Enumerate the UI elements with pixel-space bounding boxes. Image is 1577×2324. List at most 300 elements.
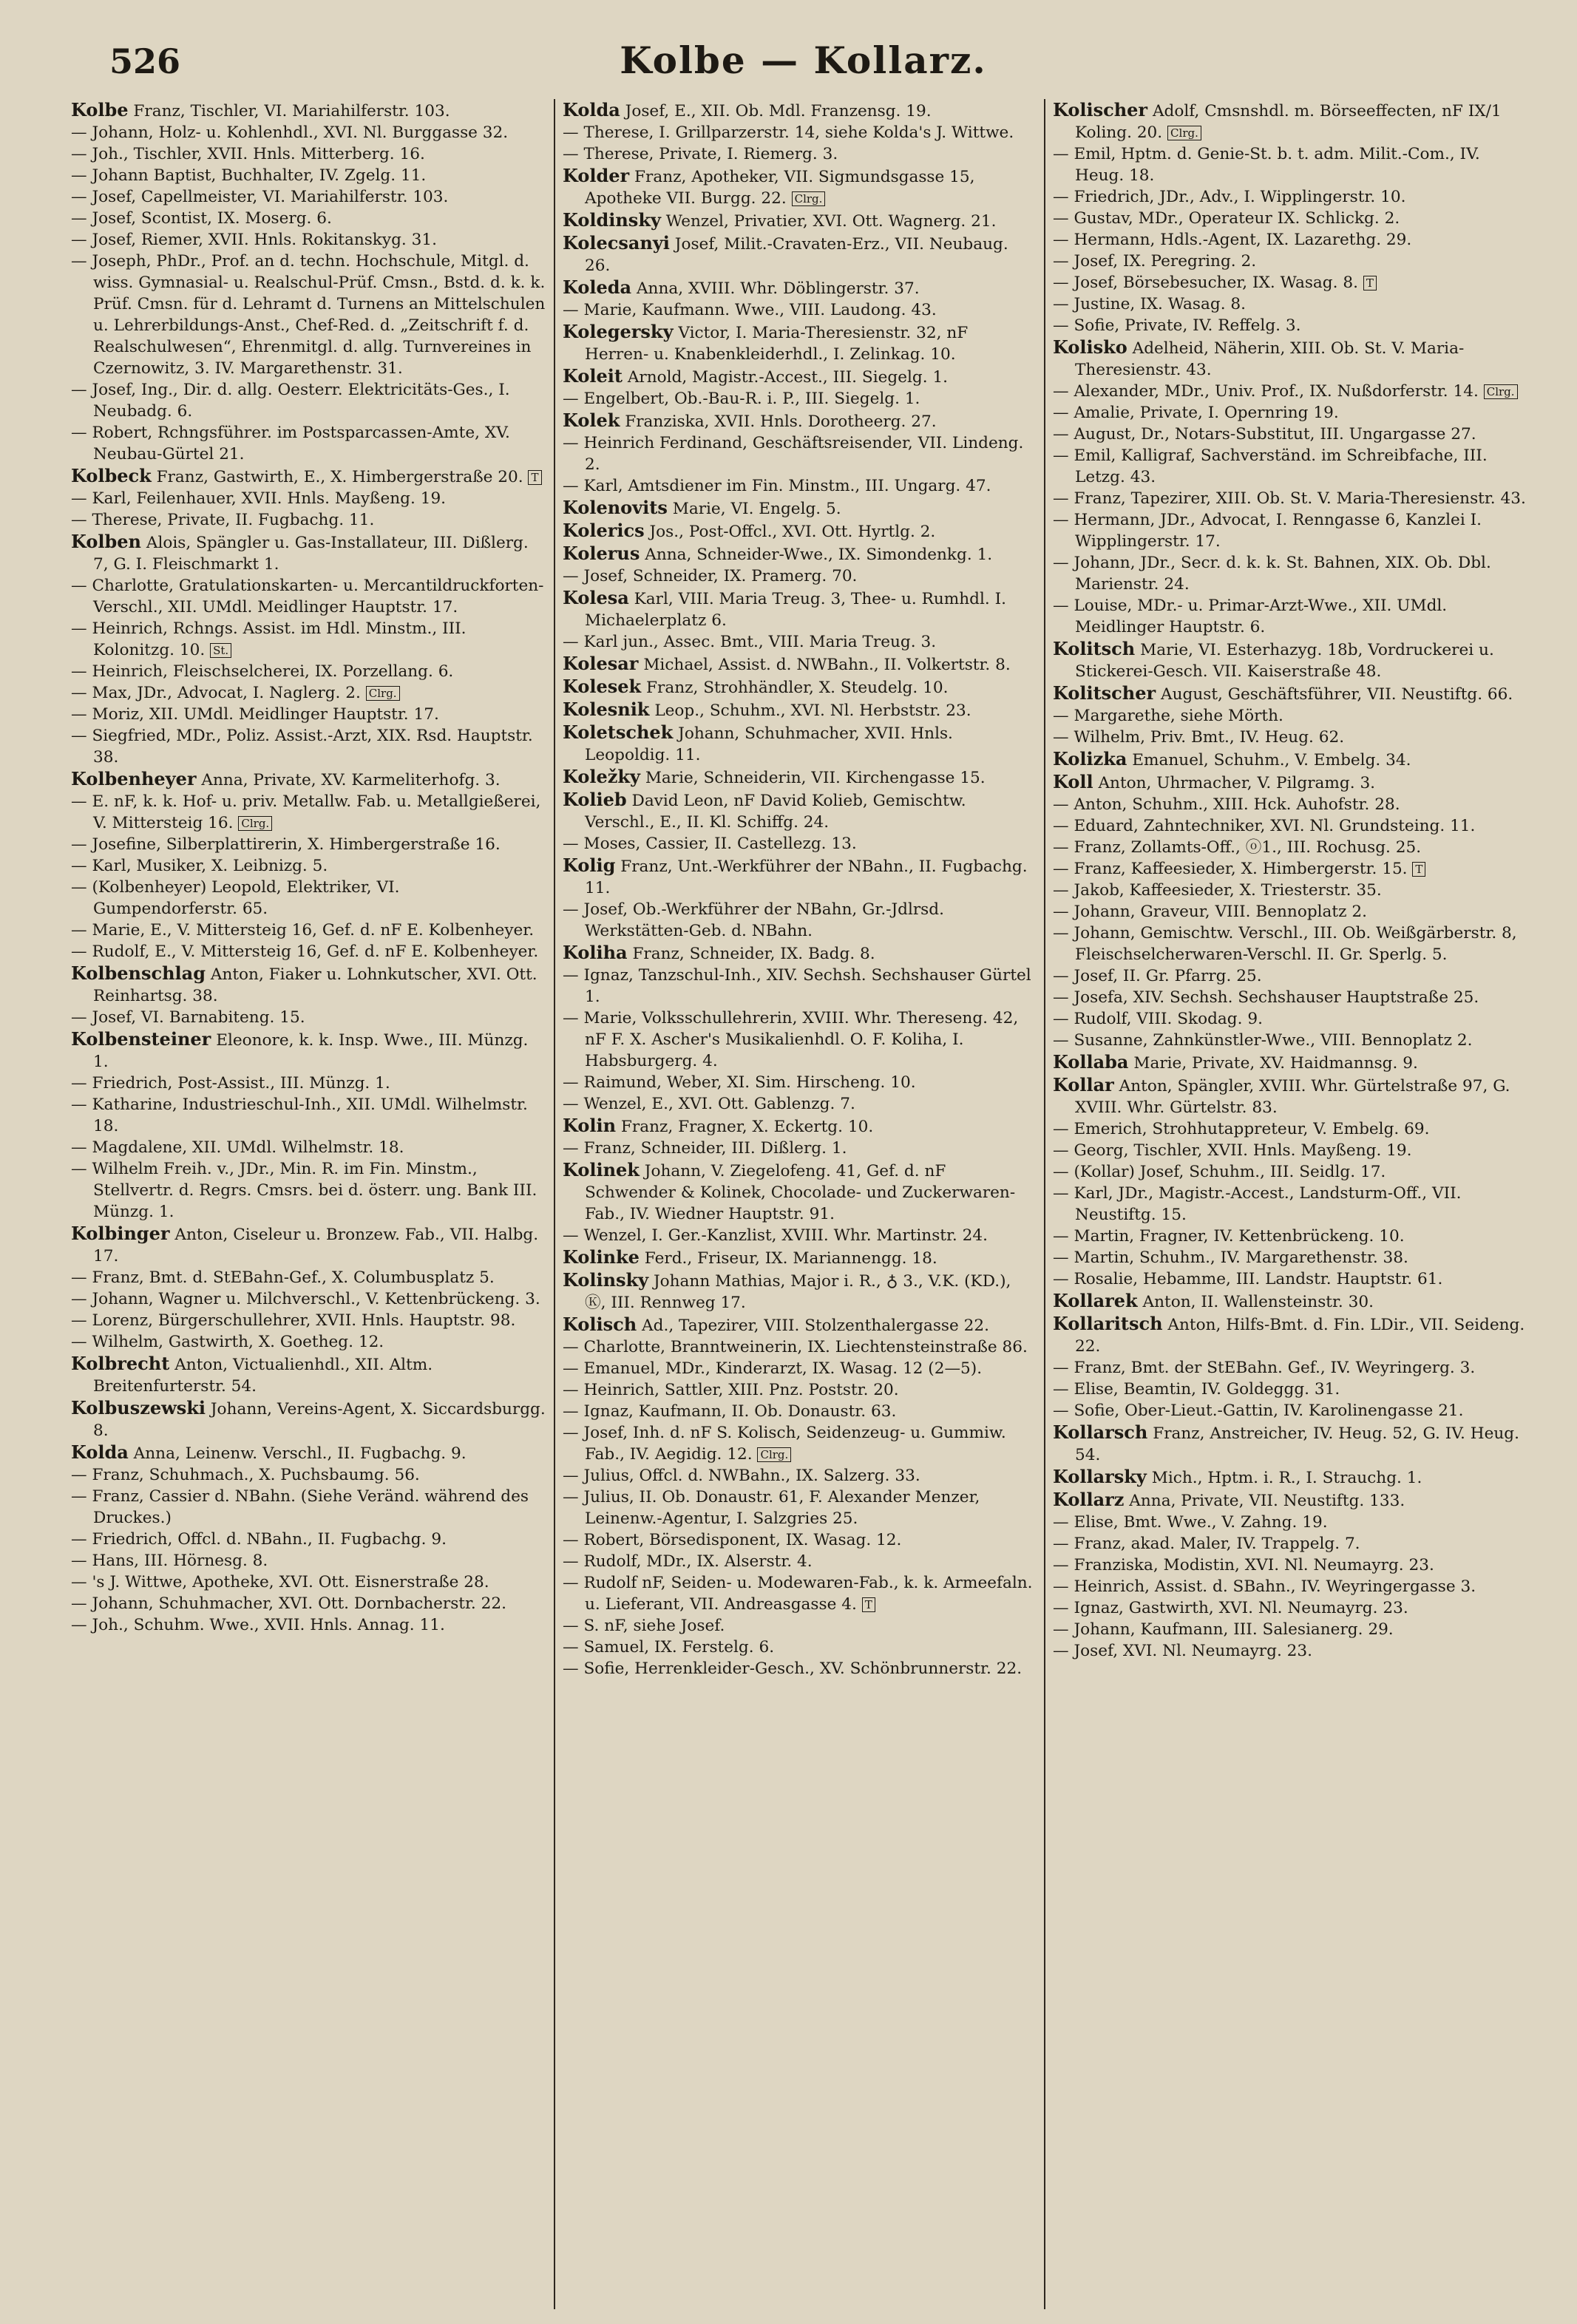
directory-entry bbox=[563, 143, 1037, 165]
entry-text: Johann, V. Ziegelofeng. 41, Gef. d. nF Schwender & Kolinek, Chocolade- und Zuckerwaren-Fab., IV. Wiedner Hauptstr. 91. bbox=[585, 1162, 1016, 1223]
directory-entry bbox=[1053, 251, 1527, 272]
entry-text: — Rudolf nF, Seiden- u. Modewaren-Fab., k. k. Armeefaln. u. Lieferant, VII. Andreasgasse 4. bbox=[563, 1574, 1033, 1614]
entry-text: — Karl, Amtsdiener im Fin. Minstm., III. Ungarg. 47. bbox=[563, 477, 991, 495]
directory-entry bbox=[71, 1310, 546, 1331]
directory-entry bbox=[1053, 99, 1527, 143]
entry-text: Anton, Victualienhdl., XII. Altm. Breitenfurterstr. 54. bbox=[93, 1356, 433, 1396]
directory-entry bbox=[71, 682, 546, 704]
directory-entry bbox=[563, 833, 1037, 854]
stamp-badge: St. bbox=[210, 643, 231, 658]
directory-entry bbox=[71, 877, 546, 920]
entry-text: Anna, XVIII. Whr. Döblingerstr. 37. bbox=[636, 279, 920, 298]
entry-text: Alois, Spängler u. Gas-Installateur, III. Dißlerg. 7, G. I. Fleischmarkt 1. bbox=[93, 534, 529, 574]
entry-text: — Heinrich, Rchngs. Assist. im Hdl. Minstm., III. Kolonitzg. 10. bbox=[71, 619, 467, 659]
entry-text: — Wilhelm Freih. v., JDr., Min. R. im Fin. Minstm., Stellvertr. d. Regrs. Cmsrs. bei d. österr. ung. Bank III. Münzg. 1. bbox=[71, 1160, 537, 1221]
directory-entry bbox=[71, 1223, 546, 1267]
directory-entry bbox=[1053, 1512, 1527, 1533]
entry-text: — Lorenz, Bürgerschullehrer, XVII. Hnls. Hauptstr. 98. bbox=[71, 1311, 516, 1330]
entry-text: — Gustav, MDr., Operateur IX. Schlickg. 2. bbox=[1053, 209, 1400, 228]
entry-text: — Josef, Inh. d. nF S. Kolisch, Seidenzeug- u. Gummiw. Fab., IV. Aegidig. 12. bbox=[563, 1424, 1006, 1464]
entry-text: — Johann, Wagner u. Milchverschl., V. Kettenbrückeng. 3. bbox=[71, 1290, 540, 1308]
entry-text: — Josef, IX. Peregring. 2. bbox=[1053, 252, 1257, 271]
directory-entry bbox=[1053, 1466, 1527, 1489]
entry-text: — Julius, Offcl. d. NWBahn., IX. Salzerg. 33. bbox=[563, 1467, 920, 1485]
directory-entry bbox=[1053, 1533, 1527, 1555]
directory-entry bbox=[1053, 727, 1527, 748]
entry-text: — Max, JDr., Advocat, I. Naglerg. 2. bbox=[71, 684, 361, 702]
directory-entry bbox=[71, 1397, 546, 1441]
directory-entry bbox=[563, 1615, 1037, 1637]
directory-entry bbox=[1053, 402, 1527, 424]
entry-text: Victor, I. Maria-Theresienstr. 32, nF Herren- u. Knabenkleiderhdl., I. Zelinkag. 10. bbox=[585, 324, 969, 364]
entry-text: Michael, Assist. d. NWBahn., II. Volkertstr. 8. bbox=[643, 656, 1011, 674]
entry-text: Anton, Ciseleur u. Bronzew. Fab., VII. Halbg. 17. bbox=[93, 1226, 539, 1265]
directory-entry bbox=[1053, 552, 1527, 595]
directory-entry bbox=[71, 791, 546, 834]
surname: Kolesek bbox=[563, 676, 642, 697]
directory-entry bbox=[71, 1137, 546, 1158]
directory-entry bbox=[563, 565, 1037, 587]
directory-entry bbox=[71, 834, 546, 855]
entry-text: — Anton, Schuhm., XIII. Hck. Auhofstr. 28. bbox=[1053, 795, 1400, 814]
directory-entry bbox=[563, 1008, 1037, 1072]
directory-entry bbox=[71, 1353, 546, 1397]
entry-text: — Robert, Börsedisponent, IX. Wasag. 12. bbox=[563, 1531, 902, 1549]
stamp-badge: Clrg. bbox=[366, 686, 400, 701]
directory-entry bbox=[563, 631, 1037, 653]
directory-entry bbox=[71, 1331, 546, 1353]
surname: Kollarz bbox=[1053, 1489, 1125, 1510]
surname: Kolinke bbox=[563, 1246, 640, 1268]
entry-text: — Wilhelm, Priv. Bmt., IV. Heug. 62. bbox=[1053, 728, 1345, 747]
entry-text: — Franziska, Modistin, XVI. Nl. Neumayrg. 23. bbox=[1053, 1556, 1434, 1574]
surname: Kolbrecht bbox=[71, 1353, 170, 1374]
directory-entry bbox=[563, 520, 1037, 543]
directory-entry bbox=[563, 543, 1037, 565]
entry-text: Jos., Post-Offcl., XVI. Ott. Hyrtlg. 2. bbox=[649, 523, 936, 541]
entry-text: Franz, Gastwirth, E., X. Himbergerstraße 20. bbox=[156, 468, 523, 486]
entry-text: David Leon, nF David Kolieb, Gemischtw. Verschl., E., II. Kl. Schiffg. 24. bbox=[585, 792, 966, 832]
directory-entry bbox=[1053, 1183, 1527, 1226]
directory-entry bbox=[71, 1614, 546, 1636]
directory-entry bbox=[563, 165, 1037, 209]
entry-text: Karl, VIII. Maria Treug. 3, Thee- u. Rumhdl. I. Michaelerplatz 6. bbox=[585, 590, 1006, 630]
directory-entry bbox=[563, 1379, 1037, 1401]
directory-entry bbox=[1053, 1008, 1527, 1030]
directory-entry bbox=[71, 661, 546, 682]
directory-entry bbox=[71, 962, 546, 1007]
entry-text: Franz, Tischler, VI. Mariahilferstr. 103. bbox=[133, 102, 450, 120]
entry-text: — Joh., Tischler, XVII. Hnls. Mitterberg. 16. bbox=[71, 145, 425, 163]
column-left bbox=[64, 99, 554, 2309]
entry-text: — Martin, Schuhm., IV. Margarethenstr. 38. bbox=[1053, 1248, 1408, 1267]
entry-text: — Amalie, Private, I. Opernring 19. bbox=[1053, 404, 1339, 422]
entry-text: — Josefine, Silberplattirerin, X. Himbergerstraße 16. bbox=[71, 835, 501, 854]
directory-entry bbox=[71, 941, 546, 962]
stamp-badge: Clrg. bbox=[1484, 384, 1518, 399]
directory-entry bbox=[71, 1572, 546, 1593]
entry-text: Josef, E., XII. Ob. Mdl. Franzensg. 19. bbox=[625, 102, 932, 120]
entry-text: Marie, Private, XV. Haidmannsg. 9. bbox=[1133, 1054, 1418, 1073]
directory-entry bbox=[1053, 509, 1527, 552]
stamp-badge: T bbox=[1412, 862, 1425, 877]
directory-entry bbox=[563, 1572, 1037, 1615]
entry-text: — Emerich, Strohhutappreteur, V. Embelg. 69. bbox=[1053, 1120, 1430, 1138]
entry-text: — Moriz, XII. UMdl. Meidlinger Hauptstr. 17. bbox=[71, 705, 439, 724]
entry-text: — Sofie, Herrenkleider-Gesch., XV. Schönbrunnerstr. 22. bbox=[563, 1659, 1022, 1678]
directory-entry bbox=[563, 676, 1037, 699]
entry-text: Anna, Leinenw. Verschl., II. Fugbachg. 9. bbox=[133, 1444, 467, 1463]
directory-entry bbox=[1053, 748, 1527, 771]
entry-text: Adelheid, Näherin, XIII. Ob. St. V. Maria-Theresienstr. 43. bbox=[1075, 339, 1465, 379]
entry-text: — (Kollar) Josef, Schuhm., III. Seidlg. 17. bbox=[1053, 1163, 1386, 1181]
surname: Kolinsky bbox=[563, 1269, 649, 1291]
entry-text: Anton, Fiaker u. Lohnkutscher, XVI. Ott. Reinhartsg. 38. bbox=[93, 965, 537, 1005]
entry-text: — Rudolf, MDr., IX. Alserstr. 4. bbox=[563, 1552, 813, 1571]
entry-text: — Marie, Volksschullehrerin, XVIII. Whr. Thereseng. 42, nF F. X. Ascher's Musikalienhdl. O. F. Koliha, I. Habsburgerg. 4. bbox=[563, 1009, 1019, 1070]
directory-entry bbox=[71, 1593, 546, 1614]
directory-entry bbox=[71, 509, 546, 531]
column-right bbox=[1044, 99, 1534, 2309]
entry-text: — 's J. Wittwe, Apotheke, XVI. Ott. Eisnerstraße 28. bbox=[71, 1573, 489, 1591]
entry-text: Johann Mathias, Major i. R., ♁ 3., V.K. (KD.), Ⓚ, III. Rennweg 17. bbox=[585, 1272, 1011, 1312]
surname: Kolbensteiner bbox=[71, 1028, 211, 1050]
surname: Kolegersky bbox=[563, 321, 674, 342]
directory-entry bbox=[71, 1267, 546, 1288]
directory-entry bbox=[563, 497, 1037, 520]
entry-text: — Katharine, Industrieschul-Inh., XII. UMdl. Wilhelmstr. 18. bbox=[71, 1095, 528, 1135]
directory-entry bbox=[563, 1422, 1037, 1465]
surname: Kollaritsch bbox=[1053, 1313, 1163, 1334]
directory-entry bbox=[1053, 1489, 1527, 1512]
surname: Kolerics bbox=[563, 520, 645, 541]
stamp-badge: T bbox=[1363, 276, 1377, 290]
directory-entry bbox=[563, 789, 1037, 833]
surname: Kolbuszewski bbox=[71, 1397, 206, 1418]
directory-entry bbox=[71, 422, 546, 465]
entry-text: — Alexander, MDr., Univ. Prof., IX. Nußdorferstr. 14. bbox=[1053, 382, 1479, 401]
surname: Kolben bbox=[71, 531, 141, 552]
surname: Kolin bbox=[563, 1115, 617, 1136]
entry-text: — Eduard, Zahntechniker, XVI. Nl. Grundsteing. 11. bbox=[1053, 817, 1476, 835]
directory-entry bbox=[563, 410, 1037, 432]
directory-entry bbox=[1053, 638, 1527, 682]
directory-entry bbox=[563, 653, 1037, 676]
stamp-badge: Clrg. bbox=[792, 191, 826, 206]
entry-text: — Franz, Bmt. der StEBahn. Gef., IV. Weyringerg. 3. bbox=[1053, 1359, 1476, 1377]
directory-entry bbox=[1053, 208, 1527, 229]
directory-entry bbox=[71, 704, 546, 725]
entry-text: Anna, Private, VII. Neustiftg. 133. bbox=[1129, 1492, 1405, 1510]
entry-text: — Ignaz, Tanzschul-Inh., XIV. Sechsh. Sechshauser Gürtel 1. bbox=[563, 966, 1031, 1006]
directory-entry bbox=[563, 766, 1037, 789]
entry-text: — Julius, II. Ob. Donaustr. 61, F. Alexander Menzer, Leinenw.-Agentur, I. Salzgries 25. bbox=[563, 1488, 980, 1528]
directory-entry bbox=[1053, 880, 1527, 901]
directory-entry bbox=[563, 432, 1037, 475]
directory-entry bbox=[71, 1550, 546, 1572]
surname: Koliha bbox=[563, 942, 628, 963]
surname: Kollar bbox=[1053, 1074, 1114, 1095]
directory-columns bbox=[64, 99, 1543, 2309]
directory-entry bbox=[1053, 1421, 1527, 1466]
entry-text: — Heinrich, Assist. d. SBahn., IV. Weyringergasse 3. bbox=[1053, 1577, 1476, 1596]
entry-text: Anton, Spängler, XVIII. Whr. Gürtelstraße 97, G. XVIII. Whr. Gürtelstr. 83. bbox=[1075, 1077, 1510, 1117]
directory-entry bbox=[1053, 336, 1527, 381]
entry-text: — Joseph, PhDr., Prof. an d. techn. Hochschule, Mitgl. d. wiss. Gymnasial- u. Realschul-Prüf. Cmsn., Bstd. d. k. k. Prüf. Cmsn. für d. Lehramt d. Turnens an Mittelschulen u. Lehrerbildungs-Anst., Chef-Red. d. „Zeitschrift f. d. Realschulwesen“, Ehrenmitgl. d. allg. Turnvereines in Czernowitz, 3. IV. Margarethenstr. 31. bbox=[71, 252, 546, 378]
entry-text: Franz, Anstreicher, IV. Heug. 52, G. IV. Heug. 54. bbox=[1075, 1424, 1519, 1464]
surname: Kolesnik bbox=[563, 699, 650, 720]
directory-entry bbox=[563, 99, 1037, 122]
directory-entry bbox=[563, 276, 1037, 299]
entry-text: — Hans, III. Hörnesg. 8. bbox=[71, 1552, 268, 1570]
directory-entry bbox=[563, 699, 1037, 721]
entry-text: — Emil, Kalligraf, Sachverständ. im Schreibfache, III. Letzg. 43. bbox=[1053, 446, 1488, 486]
surname: Kolenovits bbox=[563, 497, 668, 518]
stamp-badge: Clrg. bbox=[1167, 126, 1201, 140]
directory-entry bbox=[1053, 1357, 1527, 1379]
entry-text: Anton, II. Wallensteinstr. 30. bbox=[1142, 1293, 1374, 1311]
directory-entry bbox=[1053, 1074, 1527, 1118]
entry-text: — Johann, Holz- u. Kohlenhdl., XVI. Nl. Burggasse 32. bbox=[71, 123, 509, 142]
surname: Kolda bbox=[71, 1441, 129, 1463]
directory-entry bbox=[1053, 186, 1527, 208]
surname: Koležky bbox=[563, 766, 640, 787]
entry-text: — Karl, Feilenhauer, XVII. Hnls. Mayßeng. 19. bbox=[71, 489, 447, 508]
entry-text: Marie, VI. Esterhazyg. 18b, Vordruckerei u. Stickerei-Gesch. VII. Kaiserstraße 48. bbox=[1075, 641, 1494, 681]
entry-text: — Heinrich, Fleischselcherei, IX. Porzellang. 6. bbox=[71, 662, 454, 681]
directory-entry bbox=[1053, 1140, 1527, 1161]
entry-text: — Josef, Börsebesucher, IX. Wasag. 8. bbox=[1053, 273, 1358, 292]
directory-entry bbox=[1053, 1576, 1527, 1597]
entry-text: — Martin, Fragner, IV. Kettenbrückeng. 10. bbox=[1053, 1227, 1405, 1246]
entry-text: Johann, Schuhmacher, XVII. Hnls. Leopoldig. 11. bbox=[585, 724, 953, 764]
entry-text: — Jakob, Kaffeesieder, X. Triesterstr. 35. bbox=[1053, 881, 1382, 900]
entry-text: Mich., Hptm. i. R., I. Strauchg. 1. bbox=[1151, 1469, 1422, 1487]
directory-entry bbox=[563, 587, 1037, 631]
page-number: 526 bbox=[109, 41, 181, 81]
surname: Kolinek bbox=[563, 1159, 640, 1180]
surname: Kolieb bbox=[563, 789, 627, 810]
directory-entry bbox=[1053, 923, 1527, 965]
directory-entry bbox=[1053, 1051, 1527, 1074]
entry-text: — Charlotte, Gratulationskarten- u. Mercantildruckforten-Verschl., XII. UMdl. Meidlinger Hauptstr. 17. bbox=[71, 577, 544, 616]
surname: Kolbenheyer bbox=[71, 768, 197, 789]
directory-entry bbox=[71, 1486, 546, 1529]
surname: Kolder bbox=[563, 165, 630, 186]
directory-entry bbox=[1053, 1247, 1527, 1268]
surname: Kolesa bbox=[563, 587, 629, 608]
surname: Kollarek bbox=[1053, 1290, 1138, 1311]
directory-entry bbox=[563, 965, 1037, 1008]
entry-text: — Franz, akad. Maler, IV. Trappelg. 7. bbox=[1053, 1535, 1360, 1553]
entry-text: — Josef, XVI. Nl. Neumayrg. 23. bbox=[1053, 1642, 1313, 1660]
directory-entry bbox=[71, 488, 546, 509]
directory-entry bbox=[1053, 815, 1527, 837]
entry-text: — Marie, E., V. Mittersteig 16, Gef. d. nF E. Kolbenheyer. bbox=[71, 921, 535, 940]
entry-text: Franziska, XVII. Hnls. Dorotheerg. 27. bbox=[625, 412, 937, 431]
entry-text: Franz, Schneider, IX. Badg. 8. bbox=[632, 945, 875, 963]
directory-entry bbox=[71, 1007, 546, 1028]
entry-text: — Josefa, XIV. Sechsh. Sechshauser Hauptstraße 25. bbox=[1053, 988, 1479, 1007]
directory-entry bbox=[71, 725, 546, 768]
directory-entry bbox=[71, 575, 546, 618]
surname: Koldinsky bbox=[563, 209, 661, 231]
directory-entry bbox=[1053, 229, 1527, 251]
entry-text: Leop., Schuhm., XVI. Nl. Herbststr. 23. bbox=[654, 701, 971, 720]
entry-text: — Marie, Kaufmann. Wwe., VIII. Laudong. 43. bbox=[563, 301, 937, 319]
surname: Koletschek bbox=[563, 721, 674, 743]
stamp-badge: T bbox=[862, 1597, 875, 1612]
surname: Kolbinger bbox=[71, 1223, 170, 1244]
directory-entry bbox=[1053, 1226, 1527, 1247]
surname: Koll bbox=[1053, 771, 1093, 792]
directory-entry bbox=[71, 208, 546, 229]
surname: Kolerus bbox=[563, 543, 640, 564]
directory-entry bbox=[563, 299, 1037, 321]
directory-entry bbox=[563, 1269, 1037, 1314]
directory-entry bbox=[563, 854, 1037, 899]
directory-entry bbox=[563, 1637, 1037, 1658]
directory-entry bbox=[563, 1401, 1037, 1422]
directory-entry bbox=[563, 1246, 1037, 1269]
surname: Kolig bbox=[563, 854, 616, 876]
directory-entry bbox=[71, 531, 546, 575]
entry-text: — E. nF, k. k. Hof- u. priv. Metallw. Fab. u. Metallgießerei, V. Mittersteig 16. bbox=[71, 792, 541, 832]
directory-entry bbox=[1053, 1268, 1527, 1290]
entry-text: — Georg, Tischler, XVII. Hnls. Mayßeng. 19. bbox=[1053, 1141, 1412, 1160]
entry-text: — Samuel, IX. Ferstelg. 6. bbox=[563, 1638, 775, 1657]
surname: Kolbe bbox=[71, 99, 129, 120]
directory-entry bbox=[563, 1225, 1037, 1246]
entry-text: — Karl jun., Assec. Bmt., VIII. Maria Treug. 3. bbox=[563, 633, 937, 651]
directory-entry bbox=[563, 721, 1037, 766]
directory-entry bbox=[563, 1465, 1037, 1487]
entry-text: — Ignaz, Gastwirth, XVI. Nl. Neumayrg. 23. bbox=[1053, 1599, 1408, 1617]
directory-entry bbox=[1053, 381, 1527, 402]
directory-entry bbox=[71, 229, 546, 251]
directory-entry bbox=[71, 618, 546, 661]
directory-entry bbox=[1053, 315, 1527, 336]
entry-text: Franz, Apotheker, VII. Sigmundsgasse 15, Apotheke VII. Burgg. 22. bbox=[585, 168, 975, 208]
entry-text: — Moses, Cassier, II. Castellezg. 13. bbox=[563, 835, 857, 853]
directory-entry bbox=[71, 1028, 546, 1073]
directory-entry bbox=[563, 1314, 1037, 1336]
entry-text: — Josef, II. Gr. Pfarrg. 25. bbox=[1053, 967, 1262, 985]
entry-text: — Rudolf, E., V. Mittersteig 16, Gef. d. nF E. Kolbenheyer. bbox=[71, 942, 539, 961]
directory-entry bbox=[563, 388, 1037, 410]
surname: Kollaba bbox=[1053, 1051, 1129, 1073]
entry-text: Marie, VI. Engelg. 5. bbox=[672, 500, 841, 518]
directory-entry bbox=[71, 143, 546, 165]
directory-entry bbox=[71, 99, 546, 122]
surname: Kolbenschlag bbox=[71, 962, 206, 984]
directory-entry bbox=[71, 379, 546, 422]
entry-text: — Wilhelm, Gastwirth, X. Goetheg. 12. bbox=[71, 1333, 384, 1351]
entry-text: — Joh., Schuhm. Wwe., XVII. Hnls. Annag. 11. bbox=[71, 1616, 445, 1634]
entry-text: — Franz, Kaffeesieder, X. Himbergerstr. 15. bbox=[1053, 860, 1408, 878]
stamp-badge: T bbox=[528, 470, 541, 485]
entry-text: — Sofie, Private, IV. Reffelg. 3. bbox=[1053, 316, 1301, 335]
entry-text: — Josef, Scontist, IX. Moserg. 6. bbox=[71, 209, 332, 228]
directory-entry bbox=[71, 1073, 546, 1094]
entry-text: Marie, Schneiderin, VII. Kirchengasse 15. bbox=[645, 769, 986, 787]
stamp-badge: Clrg. bbox=[238, 816, 272, 831]
entry-text: — Siegfried, MDr., Poliz. Assist.-Arzt, XIX. Rsd. Hauptstr. 38. bbox=[71, 727, 533, 767]
entry-text: — Sofie, Ober-Lieut.-Gattin, IV. Karolinengasse 21. bbox=[1053, 1401, 1464, 1420]
entry-text: — Elise, Beamtin, IV. Goldeggg. 31. bbox=[1053, 1380, 1340, 1399]
entry-text: Franz, Unt.-Werkführer der NBahn., II. Fugbachg. 11. bbox=[585, 857, 1028, 897]
directory-entry bbox=[71, 1288, 546, 1310]
directory-entry bbox=[1053, 1640, 1527, 1662]
directory-entry bbox=[563, 1487, 1037, 1529]
directory-entry bbox=[1053, 858, 1527, 880]
entry-text: — Franz, Bmt. d. StEBahn-Gef., X. Columbusplatz 5. bbox=[71, 1268, 495, 1287]
entry-text: — Franz, Zollamts-Off., ⓞ1., III. Rochusg. 25. bbox=[1053, 838, 1422, 857]
directory-entry bbox=[1053, 987, 1527, 1008]
directory-entry bbox=[563, 1115, 1037, 1138]
entry-text: — Louise, MDr.- u. Primar-Arzt-Wwe., XII. UMdl. Meidlinger Hauptstr. 6. bbox=[1053, 597, 1448, 636]
directory-entry bbox=[1053, 794, 1527, 815]
directory-entry bbox=[1053, 837, 1527, 858]
column-middle bbox=[554, 99, 1044, 2309]
directory-entry bbox=[71, 251, 546, 379]
directory-entry bbox=[71, 920, 546, 941]
entry-text: — August, Dr., Notars-Substitut, III. Ungargasse 27. bbox=[1053, 425, 1476, 444]
directory-entry bbox=[563, 1529, 1037, 1551]
entry-text: Anton, Uhrmacher, V. Pilgramg. 3. bbox=[1098, 774, 1376, 792]
directory-entry bbox=[1053, 1400, 1527, 1421]
entry-text: — Franz, Schneider, III. Dißlerg. 1. bbox=[563, 1139, 847, 1158]
entry-text: — Elise, Bmt. Wwe., V. Zahng. 19. bbox=[1053, 1513, 1328, 1532]
entry-text: — Raimund, Weber, XI. Sim. Hirscheng. 10. bbox=[563, 1073, 916, 1092]
entry-text: — Margarethe, siehe Mörth. bbox=[1053, 707, 1283, 725]
entry-text: — Friedrich, JDr., Adv., I. Wipplingerstr. 10. bbox=[1053, 188, 1406, 206]
directory-entry bbox=[563, 1336, 1037, 1358]
surname: Kolitscher bbox=[1053, 682, 1156, 704]
directory-entry bbox=[1053, 1619, 1527, 1640]
surname: Kolda bbox=[563, 99, 620, 120]
entry-text: Ad., Tapezirer, VIII. Stolzenthalergasse 22. bbox=[642, 1316, 989, 1335]
directory-entry bbox=[71, 1094, 546, 1137]
entry-text: — Ignaz, Kaufmann, II. Ob. Donaustr. 63. bbox=[563, 1402, 897, 1421]
directory-entry bbox=[563, 1072, 1037, 1093]
entry-text: — Emanuel, MDr., Kinderarzt, IX. Wasag. 12 (2—5). bbox=[563, 1359, 983, 1378]
directory-entry bbox=[1053, 424, 1527, 445]
directory-entry bbox=[1053, 682, 1527, 705]
directory-entry bbox=[1053, 1118, 1527, 1140]
directory-entry bbox=[71, 855, 546, 877]
directory-entry bbox=[563, 1138, 1037, 1159]
surname: Kolisko bbox=[1053, 336, 1127, 358]
entry-text: Emanuel, Schuhm., V. Embelg. 34. bbox=[1132, 751, 1411, 769]
entry-text: — Rosalie, Hebamme, III. Landstr. Hauptstr. 61. bbox=[1053, 1270, 1443, 1288]
entry-text: — Magdalene, XII. UMdl. Wilhelmstr. 18. bbox=[71, 1138, 404, 1157]
entry-text: — Wenzel, I. Ger.-Kanzlist, XVIII. Whr. Martinstr. 24. bbox=[563, 1226, 988, 1245]
entry-text: — Therese, Private, I. Riemerg. 3. bbox=[563, 145, 838, 163]
surname: Kollarsch bbox=[1053, 1421, 1148, 1443]
entry-text: — Franz, Cassier d. NBahn. (Siehe Veränd. während des Druckes.) bbox=[71, 1487, 529, 1527]
directory-entry bbox=[71, 186, 546, 208]
surname: Kolischer bbox=[1053, 99, 1148, 120]
entry-text: — Johann, Gemischtw. Verschl., III. Ob. Weißgärberstr. 8, Fleischselcherwaren-Verschl. II. Gr. Sperlg. 5. bbox=[1053, 924, 1517, 964]
entry-text: — Josef, Schneider, IX. Pramerg. 70. bbox=[563, 567, 858, 585]
directory-entry bbox=[1053, 143, 1527, 186]
entry-text: — Franz, Tapezirer, XIII. Ob. St. V. Maria-Theresienstr. 43. bbox=[1053, 489, 1526, 508]
directory-entry bbox=[563, 1358, 1037, 1379]
entry-text: Wenzel, Privatier, XVI. Ott. Wagnerg. 21. bbox=[665, 212, 997, 231]
entry-text: — Therese, Private, II. Fugbachg. 11. bbox=[71, 511, 375, 529]
entry-text: — Charlotte, Branntweinerin, IX. Liechtensteinstraße 86. bbox=[563, 1338, 1028, 1356]
